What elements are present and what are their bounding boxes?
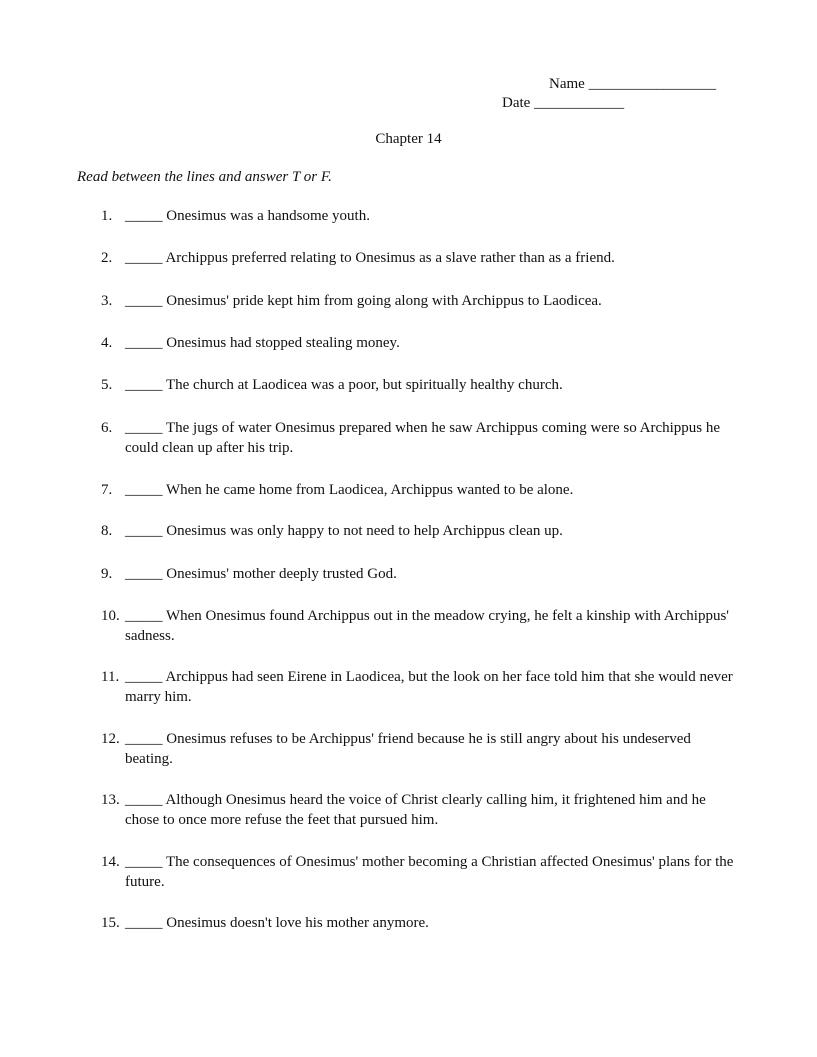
question-text: Archippus preferred relating to Onesimus as a slave rather than as a friend. <box>165 250 615 266</box>
question-number: 6. <box>101 420 113 436</box>
answer-blank: _____ <box>125 792 163 808</box>
answer-blank: _____ <box>125 377 163 393</box>
answer-blank: _____ <box>125 250 163 266</box>
answer-blank: _____ <box>125 293 163 309</box>
answer-blank: _____ <box>125 915 163 931</box>
question-text: Onesimus' mother deeply trusted God. <box>166 566 397 582</box>
question-number: 14. <box>101 854 120 870</box>
question-number: 9. <box>101 566 113 582</box>
question-number: 11. <box>101 669 120 685</box>
question-number: 10. <box>101 608 120 624</box>
question-text: Onesimus was a handsome youth. <box>166 208 370 224</box>
question-text: The consequences of Onesimus' mother becoming a Christian affected Onesimus' plans for the future. <box>125 854 734 890</box>
answer-blank: _____ <box>125 731 163 747</box>
answer-blank: _____ <box>125 523 163 539</box>
answer-blank: _____ <box>125 669 163 685</box>
question-text: When he came home from Laodicea, Archippus wanted to be alone. <box>165 482 574 498</box>
answer-blank: _____ <box>125 854 163 870</box>
answer-blank: _____ <box>125 608 163 624</box>
question-text: Onesimus' pride kept him from going along with Archippus to Laodicea. <box>166 293 602 309</box>
answer-blank: _____ <box>125 566 163 582</box>
question-number: 8. <box>101 523 113 539</box>
question-number: 4. <box>101 335 113 351</box>
answer-blank: _____ <box>125 335 163 351</box>
question-text: Although Onesimus heard the voice of Christ clearly calling him, it frightened him and he chose to once more refuse the feet that pursued him. <box>125 792 706 828</box>
question-text: Onesimus refuses to be Archippus' friend because he is still angry about his undeserved beating. <box>125 731 691 767</box>
chapter-title: Chapter 14 <box>375 131 442 147</box>
question-text: Onesimus was only happy to not need to help Archippus clean up. <box>166 523 563 539</box>
question-number: 5. <box>101 377 113 393</box>
answer-blank: _____ <box>125 482 163 498</box>
question-text: Onesimus had stopped stealing money. <box>166 335 400 351</box>
question-number: 15. <box>101 915 120 931</box>
instructions-text: Read between the lines and answer T or F. <box>77 169 332 185</box>
question-number: 3. <box>101 293 113 309</box>
question-text: When Onesimus found Archippus out in the meadow crying, he felt a kinship with Archippus' sadness. <box>125 608 730 644</box>
name-field-line: Name _________________ <box>549 76 717 92</box>
question-text: Onesimus doesn't love his mother anymore. <box>166 915 429 931</box>
question-text: Archippus had seen Eirene in Laodicea, but the look on her face told him that she would never marry him. <box>125 669 733 705</box>
question-number: 7. <box>101 482 113 498</box>
question-text: The jugs of water Onesimus prepared when he saw Archippus coming were so Archippus he could clean up after his trip. <box>125 420 721 456</box>
question-number: 12. <box>101 731 120 747</box>
answer-blank: _____ <box>125 420 163 436</box>
question-number: 2. <box>101 250 113 266</box>
question-number: 13. <box>101 792 120 808</box>
question-text: The church at Laodicea was a poor, but spiritually healthy church. <box>165 377 563 393</box>
date-field-line: Date ____________ <box>502 95 625 111</box>
answer-blank: _____ <box>125 208 163 224</box>
question-number: 1. <box>101 208 113 224</box>
